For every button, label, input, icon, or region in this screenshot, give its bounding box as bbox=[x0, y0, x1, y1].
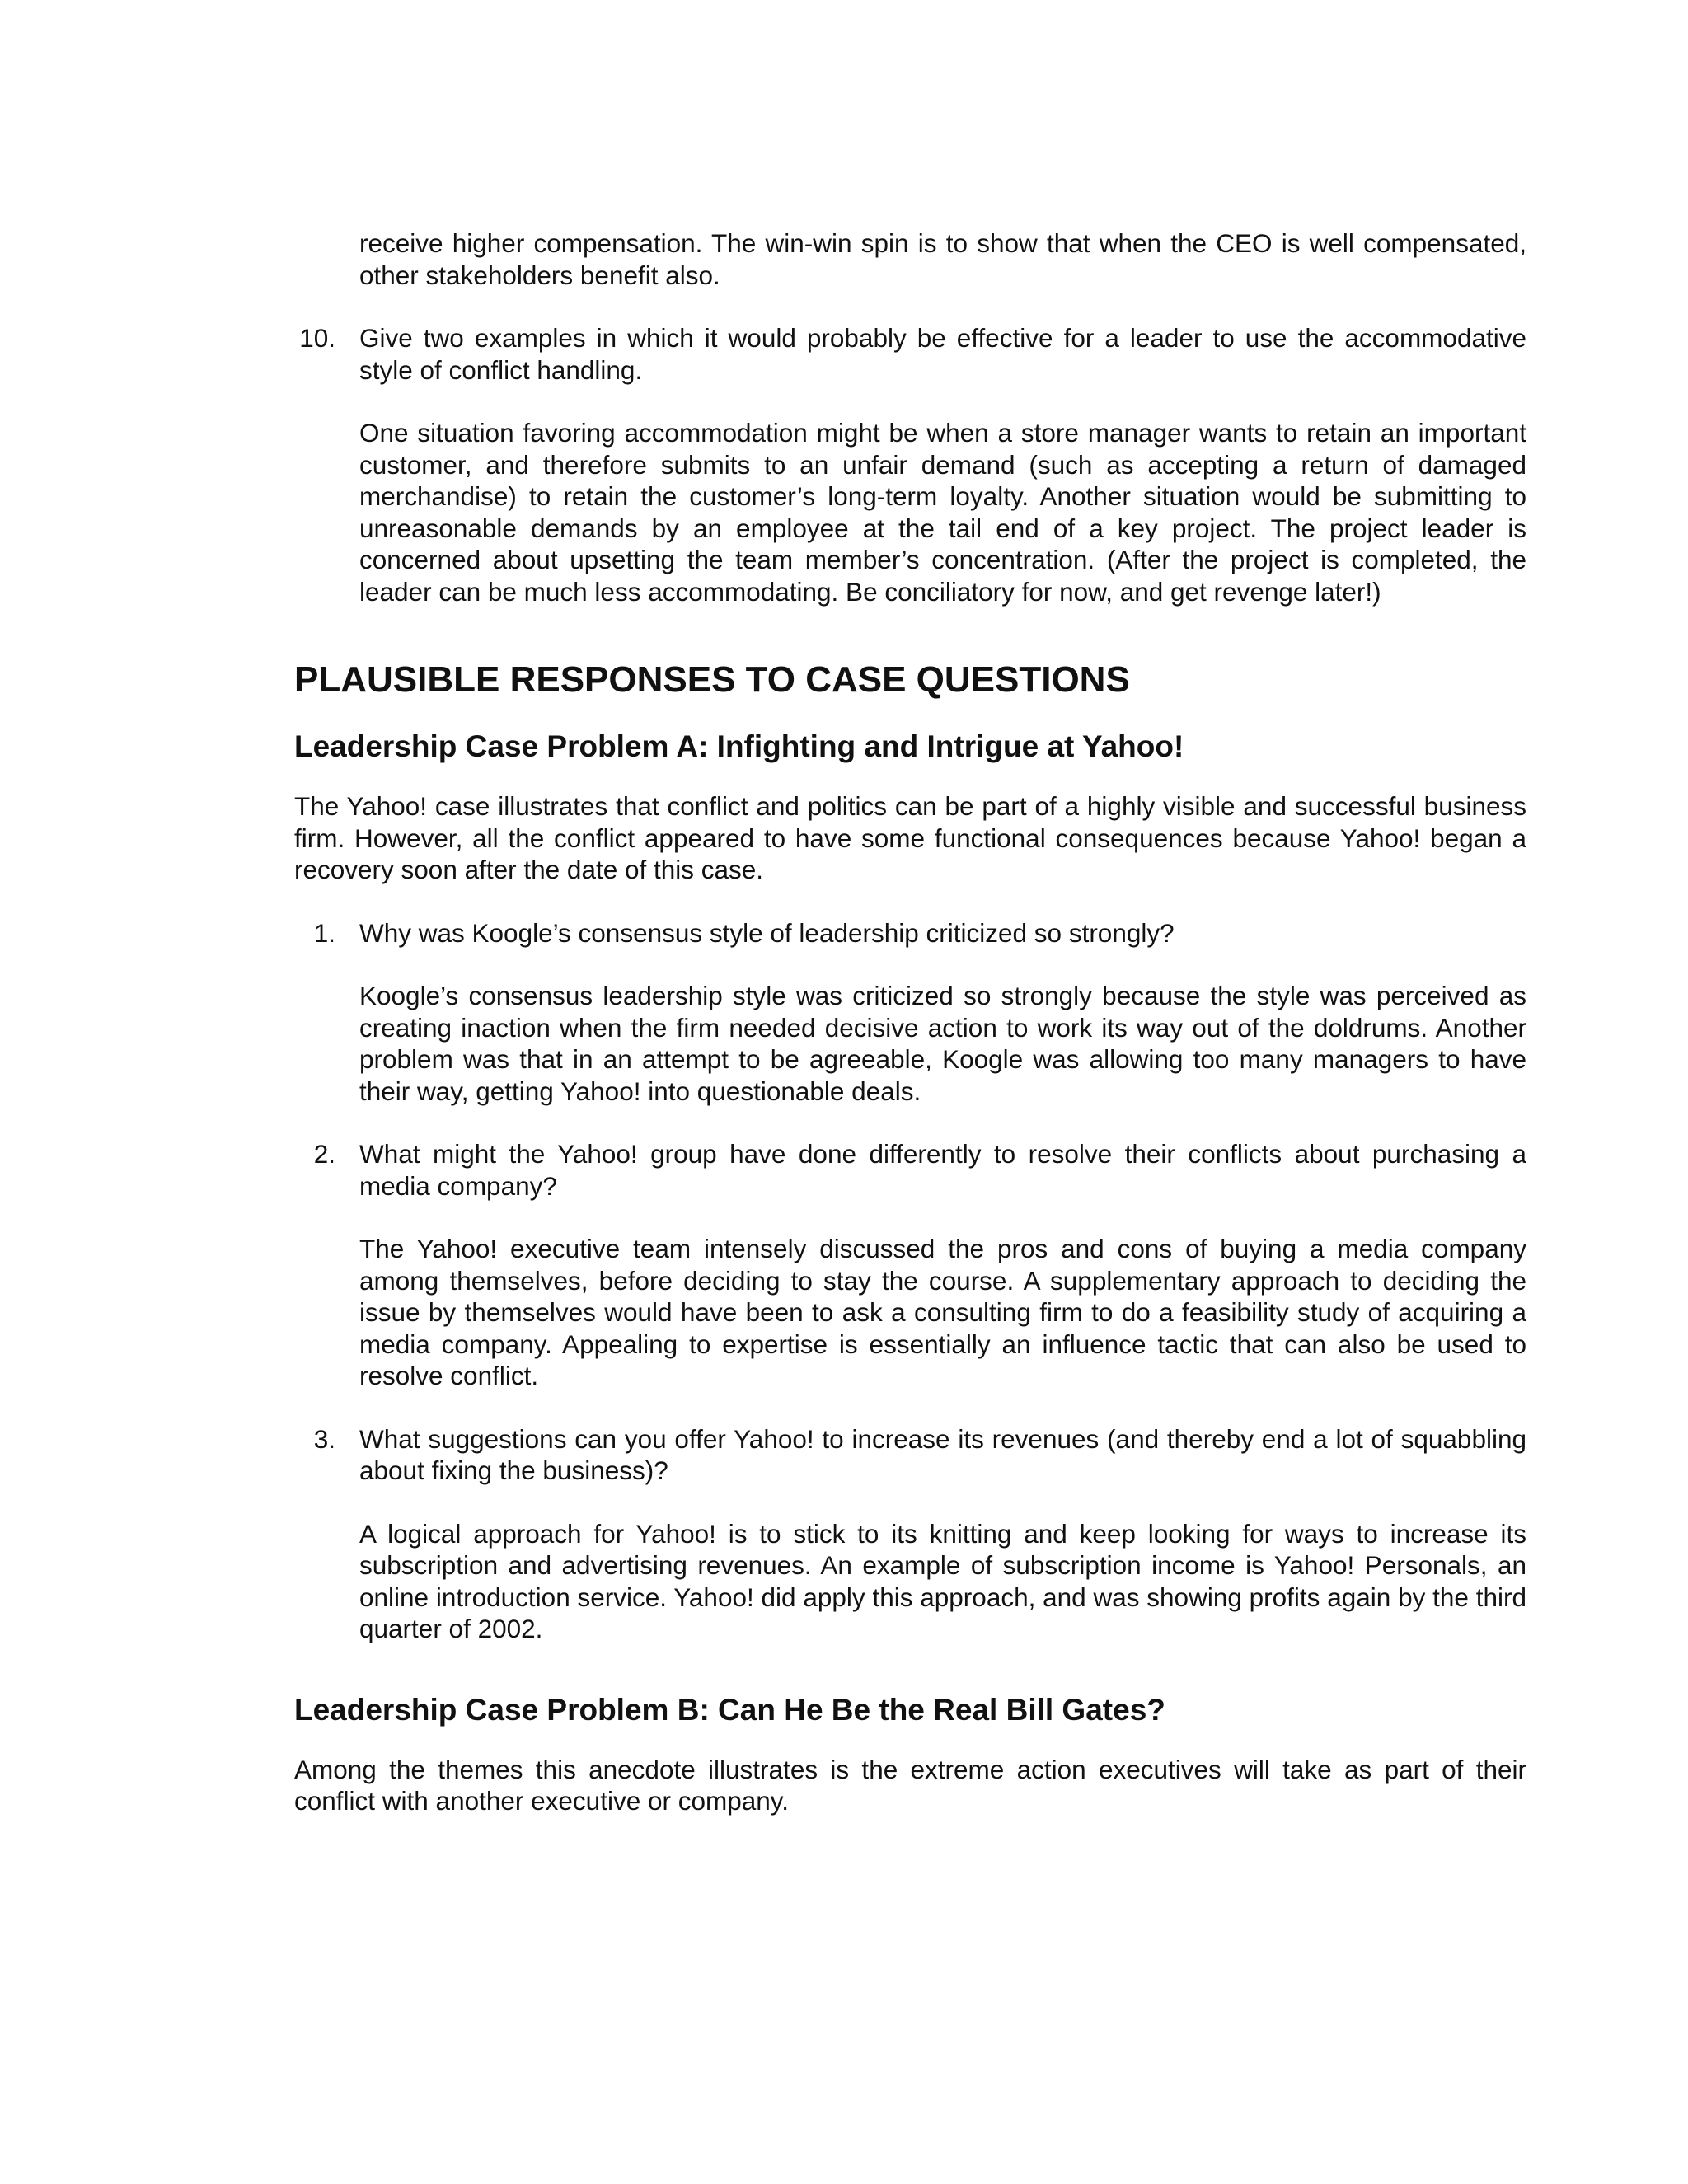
case-a-intro: The Yahoo! case illustrates that conflict and politics can be part of a highly visible and successful business firm. However, all the conflict appeared to have some functional consequences because Yahoo! began a recovery soon after the date of this case. bbox=[294, 791, 1526, 884]
case-a-title: Leadership Case Problem A: Infighting and Intrigue at Yahoo! bbox=[294, 729, 1184, 763]
question-number: 10. bbox=[299, 323, 335, 353]
answer-text: One situation favoring accommodation might be when a store manager wants to retain an important customer, and therefore submits to an unfair demand (such as accepting a return of damaged merchandise) to retain the customer’s long-term loyalty. Another situation would be submitting to unreasonable demands by an employee at the tail end of a key project. The project leader is concerned about upsetting the team member’s concentration. (After the project is completed, the leader can be much less accommodating. Be conciliatory for now, and get revenge later!) bbox=[359, 418, 1526, 607]
answer-text: A logical approach for Yahoo! is to stick to its knitting and keep looking for ways to increase its subscription and advertising revenues. An example of subscription income is Yahoo! Personals, an online introduction service. Yahoo! did apply this approach, and was showing profits again by the third quarter of 2002. bbox=[359, 1518, 1526, 1643]
question-text: What suggestions can you offer Yahoo! to increase its revenues (and thereby end a lot of squabbling about fixing the business)? bbox=[359, 1423, 1526, 1485]
page-content bbox=[294, 227, 1526, 1817]
question-10 bbox=[299, 322, 1526, 607]
case-a-question-3 bbox=[313, 1423, 1526, 1645]
question-text: Give two examples in which it would probably be effective for a leader to use the accommodative style of conflict handling. bbox=[359, 323, 1526, 385]
question-number: 1. bbox=[313, 917, 335, 948]
question-number: 3. bbox=[313, 1423, 335, 1454]
question-text: What might the Yahoo! group have done differently to resolve their conflicts about purchasing a media company? bbox=[359, 1139, 1526, 1201]
case-a-question-1 bbox=[313, 917, 1526, 1108]
answer-text: Koogle’s consensus leadership style was criticized so strongly because the style was perceived as creating inaction when the firm needed decisive action to work its way out of the doldrums. Another problem was that in an attempt to be agreeable, Koogle was allowing too many managers to have their way, getting Yahoo! into questionable deals. bbox=[359, 981, 1526, 1106]
question-number: 2. bbox=[313, 1139, 335, 1169]
answer-text: The Yahoo! executive team intensely discussed the pros and cons of buying a media company among themselves, before deciding to stay the course. A supplementary approach to deciding the issue by themselves would have been to ask a consulting firm to do a feasibility study of acquiring a media company. Appealing to expertise is essentially an influence tactic that can also be used to resolve conflict. bbox=[359, 1234, 1526, 1390]
continuation-paragraph: receive higher compensation. The win-win spin is to show that when the CEO is well compensated, other stakeholders benefit also. bbox=[359, 228, 1526, 290]
case-b-intro: Among the themes this anecdote illustrates is the extreme action executives will take as part of their conflict with another executive or company. bbox=[294, 1754, 1526, 1816]
section-title: PLAUSIBLE RESPONSES TO CASE QUESTIONS bbox=[294, 659, 1130, 700]
case-b-title: Leadership Case Problem B: Can He Be the Real Bill Gates? bbox=[294, 1692, 1165, 1727]
case-a-question-2 bbox=[313, 1138, 1526, 1392]
question-text: Why was Koogle’s consensus style of leadership criticized so strongly? bbox=[359, 917, 1175, 948]
